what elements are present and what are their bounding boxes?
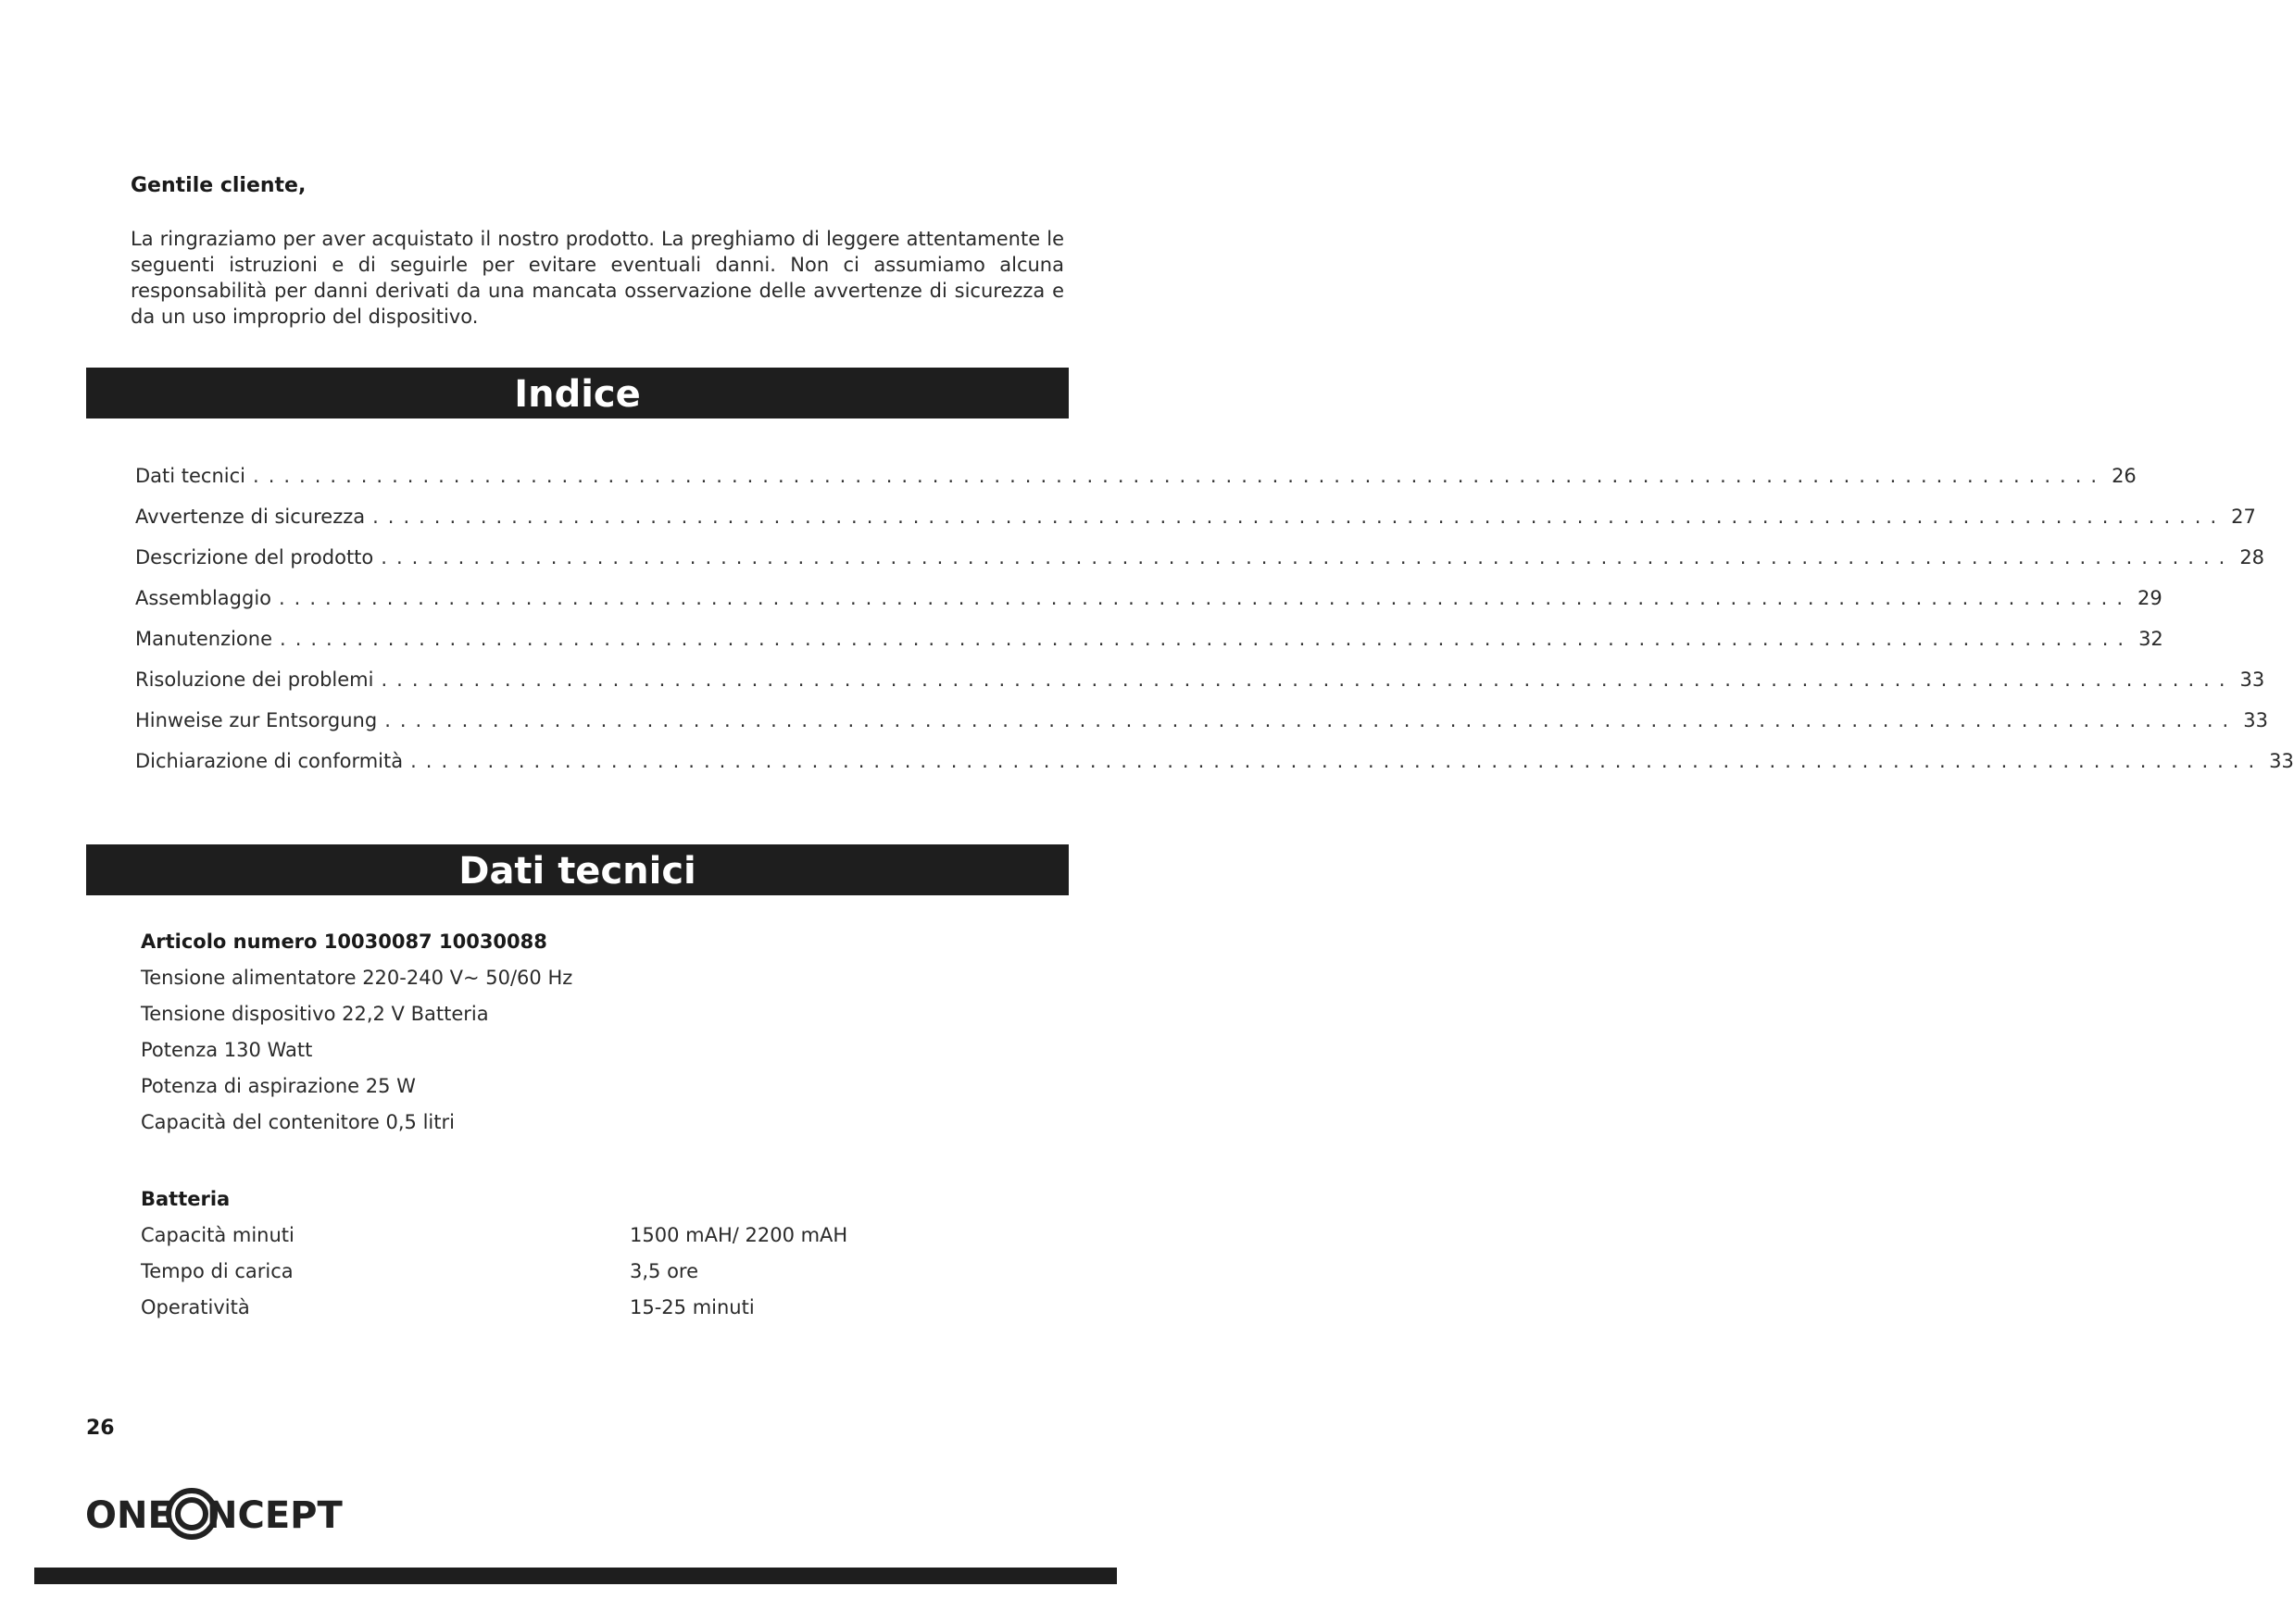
- spec-line: Capacità del contenitore 0,5 litri: [141, 1111, 455, 1133]
- toc-leader-dots: ........................................................................................................................: [279, 587, 2133, 609]
- battery-row: [141, 1218, 974, 1254]
- toc-item[interactable]: [135, 750, 2294, 791]
- brand-logo-right: NCEPT: [207, 1494, 343, 1537]
- spec-line: Potenza di aspirazione 25 W: [141, 1075, 416, 1097]
- toc-item-page: 29: [2137, 587, 2162, 609]
- toc-item-label: Risoluzione dei problemi: [135, 668, 374, 691]
- toc-leader-dots: ........................................................................................................................: [253, 465, 2107, 487]
- toc-item-page: 32: [2138, 628, 2163, 650]
- toc-item-label: Avvertenze di sicurezza: [135, 506, 366, 528]
- toc-item[interactable]: [135, 465, 2137, 506]
- toc-item-page: 33: [2269, 750, 2294, 772]
- article-number: Articolo numero 10030087 10030088: [141, 931, 547, 953]
- spec-line: Potenza 130 Watt: [141, 1039, 313, 1061]
- toc-item-page: 28: [2239, 546, 2265, 568]
- toc-leader-dots: ........................................................................................................................: [381, 546, 2235, 568]
- toc-item-page: 33: [2243, 709, 2268, 731]
- battery-section: [141, 1181, 974, 1326]
- footer-bar: [34, 1568, 1117, 1584]
- toc-item-page: 33: [2239, 668, 2265, 691]
- toc-item-label: Manutenzione: [135, 628, 273, 650]
- greeting: Gentile cliente,: [131, 174, 307, 197]
- battery-title: Batteria: [141, 1188, 231, 1210]
- toc-leader-dots: ........................................................................................................................: [384, 709, 2238, 731]
- page-number: 26: [86, 1417, 115, 1440]
- toc-item-page: 26: [2112, 465, 2137, 487]
- battery-label: Tempo di carica: [141, 1260, 294, 1282]
- spec-line: Tensione dispositivo 22,2 V Batteria: [141, 1003, 489, 1025]
- toc-item[interactable]: [135, 546, 2265, 587]
- toc-item-label: Hinweise zur Entsorgung: [135, 709, 378, 731]
- toc-item[interactable]: [135, 506, 2256, 546]
- battery-value: 15-25 minuti: [630, 1296, 755, 1318]
- toc-leader-dots: ........................................................................................................................: [410, 750, 2264, 772]
- toc-item-page: 27: [2231, 506, 2256, 528]
- specs-title: Dati tecnici: [458, 850, 696, 893]
- battery-value: 3,5 ore: [630, 1260, 699, 1282]
- intro-paragraph: La ringraziamo per aver acquistato il nostro prodotto. La preghiamo di leggere attentamente le seguenti istruzioni e di seguirle per evitare eventuali danni. Non ci assumiamo alcuna responsabilità per danni derivati da una mancata osservazione delle avvertenze di sicurezza e da un uso improprio del dispositivo.: [131, 228, 1064, 328]
- toc-item-label: Dati tecnici: [135, 465, 246, 487]
- specs-list: [141, 924, 974, 1141]
- battery-label: Capacità minuti: [141, 1224, 295, 1246]
- toc-item[interactable]: [135, 628, 2163, 668]
- brand-logo: [83, 1485, 361, 1541]
- battery-value: 1500 mAH/ 2200 mAH: [630, 1224, 848, 1246]
- toc-item-label: Assemblaggio: [135, 587, 271, 609]
- specs-header-bar: [86, 844, 1069, 895]
- toc-item-label: Dichiarazione di conformità: [135, 750, 404, 772]
- index-title: Indice: [514, 373, 641, 416]
- toc-item-label: Descrizione del prodotto: [135, 546, 374, 568]
- spec-line: Tensione alimentatore 220-240 V~ 50/60 Hz: [141, 967, 573, 989]
- battery-label: Operatività: [141, 1296, 250, 1318]
- toc-item[interactable]: [135, 709, 2268, 750]
- toc-item[interactable]: [135, 587, 2162, 628]
- battery-row: [141, 1290, 974, 1326]
- toc-leader-dots: ........................................................................................................................: [372, 506, 2226, 528]
- index-header-bar: [86, 368, 1069, 418]
- toc-leader-dots: ........................................................................................................................: [280, 628, 2134, 650]
- brand-logo-ring-inner: [178, 1500, 206, 1528]
- toc-leader-dots: ........................................................................................................................: [381, 668, 2235, 691]
- toc-item[interactable]: [135, 668, 2265, 709]
- table-of-contents: [135, 465, 2294, 791]
- battery-row: [141, 1254, 974, 1290]
- brand-logo-left: ONE: [85, 1494, 173, 1537]
